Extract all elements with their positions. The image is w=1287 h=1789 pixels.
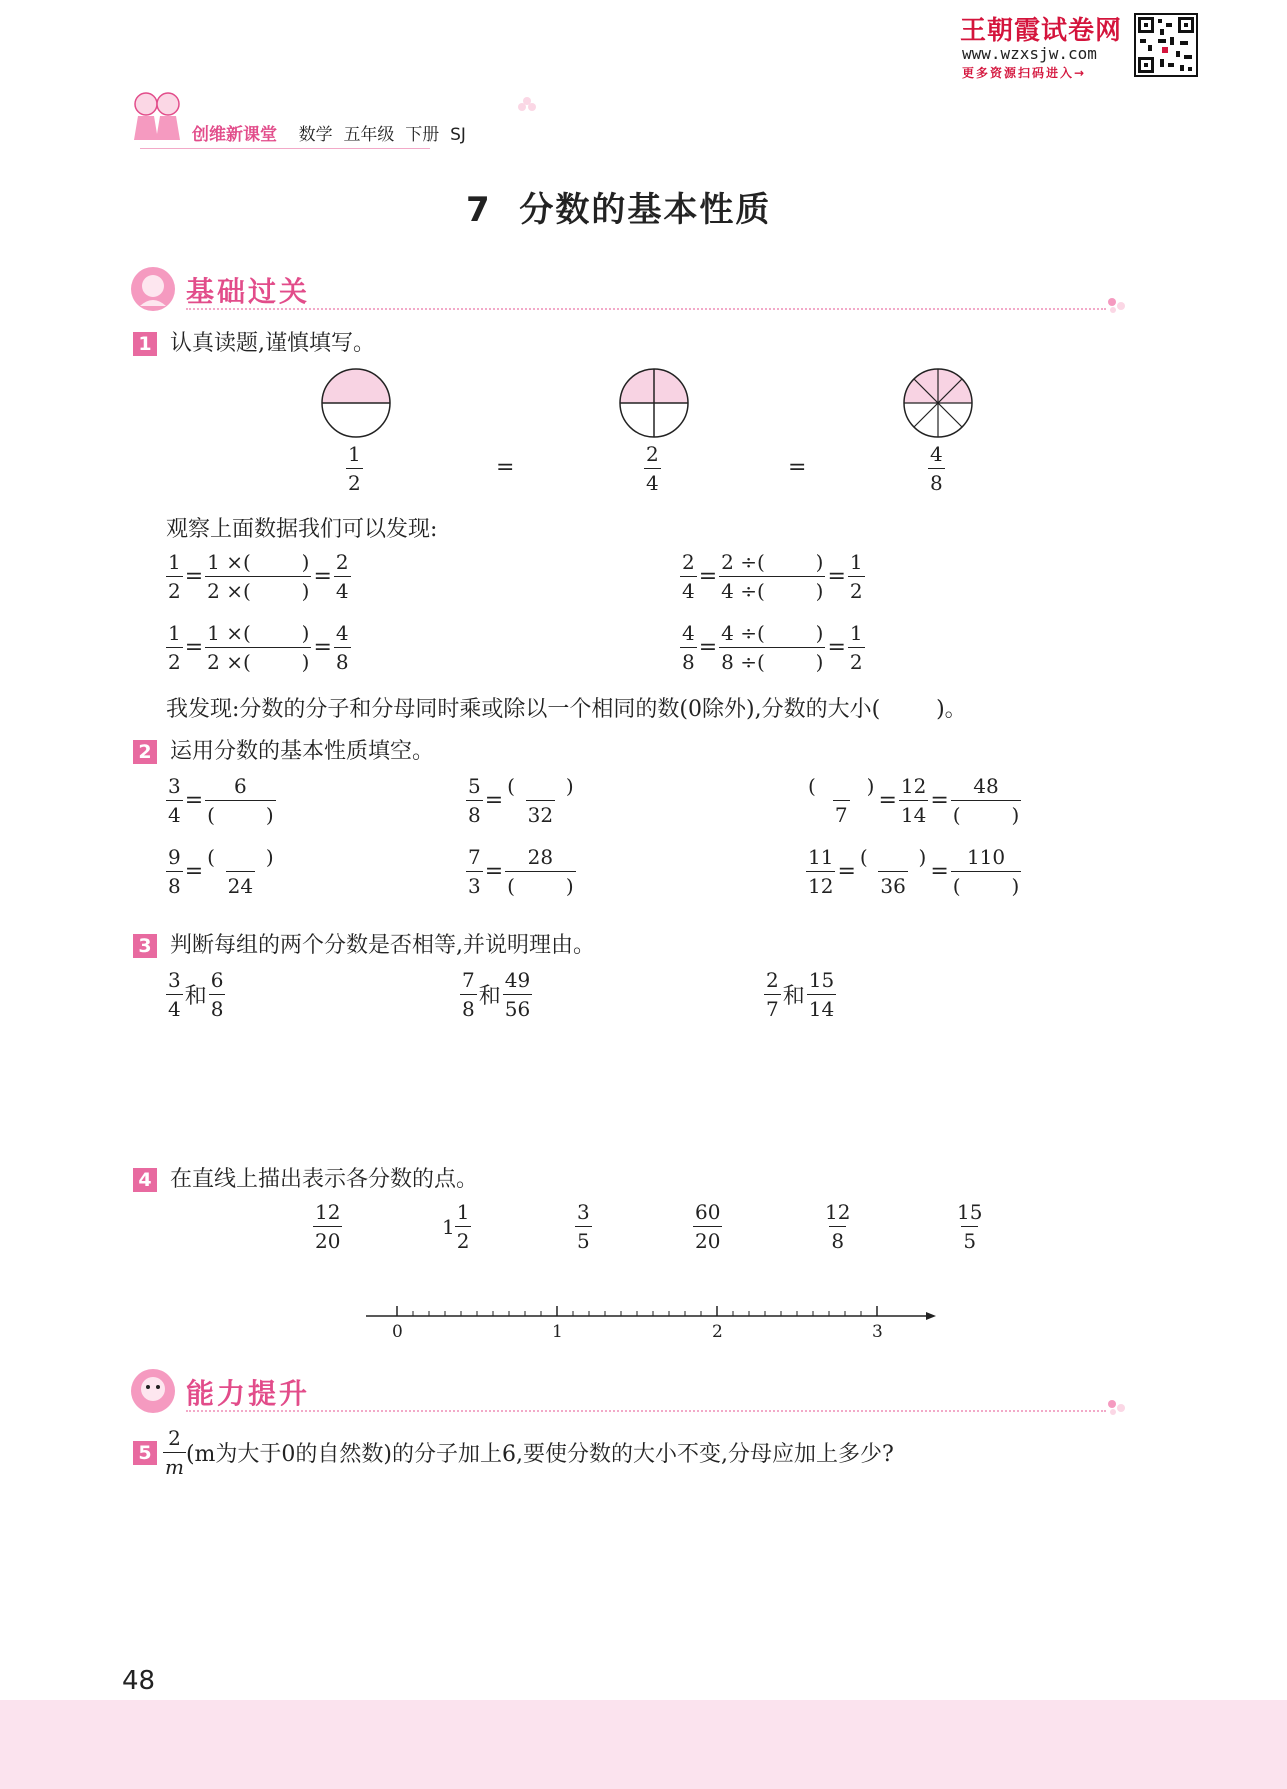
pie-halves	[320, 367, 392, 439]
denominator: 8	[680, 647, 697, 672]
fraction	[848, 623, 865, 672]
denominator: 32	[526, 800, 555, 825]
subject: 数学	[298, 125, 333, 145]
equals-sign: =	[496, 455, 515, 480]
axis-label-1: 1	[552, 1322, 563, 1342]
q4-fraction-4	[693, 1202, 722, 1251]
denominator: ( )	[951, 800, 1021, 825]
number-line-ticks	[397, 1306, 877, 1316]
and-word: 和	[782, 984, 805, 1009]
denominator: 2	[848, 647, 865, 672]
fill-fraction[interactable]	[951, 776, 1021, 825]
section1-badge-icon	[128, 264, 178, 318]
axis-label-3: 3	[872, 1322, 883, 1342]
fill-fraction[interactable]	[951, 847, 1021, 896]
numerator: ( )	[808, 774, 875, 798]
numerator: 6	[210, 968, 224, 992]
equals-sign: =	[698, 635, 718, 660]
q4-fraction-6	[955, 1202, 984, 1251]
numerator: 3	[577, 1200, 590, 1224]
q3-text: 判断每组的两个分数是否相等,并说明理由。	[170, 933, 595, 958]
numerator: 1 ×( )	[207, 550, 310, 574]
numerator: 11	[808, 845, 834, 869]
q1-prompt	[133, 326, 375, 357]
numerator: 48	[973, 774, 999, 798]
fill-fraction[interactable]	[505, 847, 575, 896]
q2-number-badge: 2	[133, 740, 157, 764]
fill-fraction[interactable]	[719, 623, 825, 672]
denominator: 4	[166, 994, 183, 1019]
equals-sign: =	[184, 788, 204, 813]
q2-prompt	[133, 734, 434, 765]
fraction	[503, 970, 532, 1019]
numerator: 7	[468, 845, 481, 869]
q3-pair-3	[764, 970, 836, 1019]
fraction	[166, 623, 183, 672]
numerator: 2	[766, 968, 779, 992]
denominator: 36	[878, 871, 907, 896]
pie-eighths	[902, 367, 974, 439]
fraction	[466, 847, 483, 896]
denominator: 4	[680, 576, 697, 601]
denominator: 2	[166, 576, 183, 601]
fraction	[166, 970, 183, 1019]
edition: SJ	[450, 125, 466, 145]
page-number: 48	[122, 1666, 156, 1696]
equals-sign: =	[313, 564, 332, 589]
fraction	[163, 1428, 186, 1477]
fraction	[455, 1202, 472, 1251]
equals-sign: =	[930, 859, 949, 884]
section1-divider	[186, 308, 1106, 310]
numerator: 1	[348, 442, 361, 466]
denominator: 14	[899, 800, 928, 825]
denominator: 3	[466, 871, 483, 896]
equals-sign: =	[837, 859, 856, 884]
fill-fraction[interactable]	[858, 847, 928, 896]
section-basic-title: 基础过关	[186, 275, 311, 308]
denominator: 2 ×( )	[205, 576, 311, 601]
numerator: 15	[808, 968, 835, 992]
fraction	[460, 970, 477, 1019]
numerator: ( )	[859, 845, 927, 869]
grade: 五年级	[343, 125, 395, 145]
fill-fraction[interactable]	[205, 776, 275, 825]
and-word: 和	[184, 984, 207, 1009]
whole-part: 1	[442, 1214, 455, 1239]
denominator: 8	[166, 871, 183, 896]
denominator: 8	[209, 994, 226, 1019]
fill-fraction[interactable]	[505, 776, 575, 825]
numerator: 49	[504, 968, 531, 992]
brand-subtitle: 更多资源扫码进入→	[962, 66, 1087, 80]
denominator: 20	[313, 1226, 342, 1251]
numerator: 12	[315, 1200, 341, 1224]
denominator: 7	[764, 994, 781, 1019]
denominator: ( )	[205, 800, 275, 825]
numerator: 7	[462, 968, 475, 992]
denominator: 2	[455, 1226, 472, 1251]
denominator: 56	[503, 994, 532, 1019]
equals-sign: =	[827, 635, 846, 660]
denominator: 7	[833, 800, 850, 825]
fill-fraction[interactable]	[205, 552, 311, 601]
equals-sign: =	[484, 788, 504, 813]
q4-fraction-3	[575, 1202, 592, 1251]
q1-row-2	[680, 552, 865, 601]
denominator: 8	[460, 994, 477, 1019]
brand-title: 王朝霞试卷网	[960, 16, 1123, 46]
numerator: 4	[335, 621, 349, 645]
q3-prompt	[133, 928, 595, 959]
section2-divider	[186, 1410, 1106, 1412]
numerator: 4 ÷( )	[721, 621, 824, 645]
equals-sign: =	[827, 564, 846, 589]
axis-label-2: 2	[712, 1322, 723, 1342]
mascot-kids-icon	[128, 88, 188, 154]
fraction	[680, 552, 697, 601]
denominator: 5	[961, 1226, 978, 1251]
footer-band	[0, 1700, 1287, 1789]
brand-url[interactable]: www.wzxsjw.com	[962, 44, 1097, 63]
equals-sign: =	[313, 635, 332, 660]
q2-item-3[interactable]	[806, 776, 1021, 825]
q1-row-1	[166, 552, 351, 601]
denominator: 8 ÷( )	[719, 647, 825, 672]
equals-sign: =	[184, 564, 204, 589]
q2-text: 运用分数的基本性质填空。	[170, 739, 435, 764]
q4-prompt	[133, 1162, 478, 1193]
numerator: ( )	[207, 845, 274, 869]
numerator: 2	[335, 550, 349, 574]
fraction	[899, 776, 928, 825]
denominator: 20	[693, 1226, 722, 1251]
decoration-flower-icon	[516, 94, 538, 120]
numerator: 28	[527, 845, 554, 869]
denominator: 8	[928, 468, 945, 493]
fraction	[806, 847, 835, 896]
numerator: 1 ×( )	[207, 621, 310, 645]
fraction	[848, 552, 865, 601]
denominator: 4	[334, 576, 351, 601]
q4-number-badge: 4	[133, 1168, 157, 1192]
numerator: 2	[168, 1426, 181, 1450]
numerator: ( )	[507, 774, 574, 798]
denominator: 12	[806, 871, 835, 896]
fraction	[466, 776, 483, 825]
numerator: 3	[168, 774, 181, 798]
pie-fraction-3	[928, 444, 945, 493]
denominator: ( )	[505, 871, 575, 896]
denominator: 8	[829, 1226, 846, 1251]
number-line[interactable]	[360, 1296, 940, 1348]
divider-dots-icon	[1106, 296, 1128, 318]
equals-sign: =	[788, 455, 807, 480]
divider-dots-icon	[1106, 1398, 1128, 1420]
fill-fraction[interactable]	[205, 623, 311, 672]
fill-fraction[interactable]	[205, 847, 275, 896]
denominator: 5	[575, 1226, 592, 1251]
numerator: 2	[646, 442, 659, 466]
denominator: 2	[166, 647, 183, 672]
denominator: 4 ÷( )	[719, 576, 825, 601]
and-word: 和	[478, 984, 501, 1009]
numerator: 3	[168, 968, 181, 992]
q2-item-5[interactable]	[466, 847, 576, 896]
pie-quarters	[618, 367, 690, 439]
numerator: 4	[930, 442, 943, 466]
volume: 下册	[405, 125, 440, 145]
q5-number-badge: 5	[133, 1441, 157, 1465]
q2-item-2[interactable]	[466, 776, 576, 825]
numerator: 4	[682, 621, 695, 645]
denominator: m	[163, 1452, 186, 1477]
q2-item-1[interactable]	[166, 776, 276, 825]
fraction	[334, 623, 351, 672]
equals-sign: =	[698, 564, 718, 589]
fraction	[166, 847, 183, 896]
fraction	[209, 970, 226, 1019]
equals-sign: =	[184, 859, 204, 884]
equals-sign: =	[878, 788, 897, 813]
numerator: 2	[682, 550, 695, 574]
numerator: 60	[695, 1200, 721, 1224]
equals-sign: =	[184, 635, 204, 660]
numerator: 1	[168, 550, 181, 574]
equals-sign: =	[930, 788, 949, 813]
fraction	[166, 552, 183, 601]
q4-fraction-5	[823, 1202, 852, 1251]
numerator: 12	[900, 774, 927, 798]
denominator: 8	[334, 647, 351, 672]
section2-badge-icon	[128, 1366, 178, 1420]
q1-number-badge: 1	[133, 332, 157, 356]
numerator: 6	[234, 774, 247, 798]
header-underline	[140, 148, 430, 149]
fill-fraction[interactable]	[806, 776, 876, 825]
numerator: 1	[456, 1200, 470, 1224]
fraction	[166, 776, 183, 825]
denominator: 4	[644, 468, 661, 493]
denominator: ( )	[951, 871, 1021, 896]
q4-fraction-1	[313, 1202, 342, 1251]
fraction	[334, 552, 351, 601]
q1-text: 认真读题,谨慎填写。	[170, 331, 375, 356]
q1-row-4	[680, 623, 865, 672]
numerator: 9	[168, 845, 181, 869]
page-title: 7 分数的基本性质	[466, 190, 772, 230]
fraction	[680, 623, 697, 672]
denominator: 4	[166, 800, 183, 825]
denominator: 8	[466, 800, 483, 825]
series-name: 创维新课堂	[192, 125, 277, 145]
denominator: 14	[807, 994, 836, 1019]
q1-observe: 观察上面数据我们可以发现:	[166, 517, 438, 542]
q3-number-badge: 3	[133, 934, 157, 958]
q4-text: 在直线上描出表示各分数的点。	[170, 1167, 479, 1192]
numerator: 1	[849, 621, 863, 645]
numerator: 15	[957, 1200, 983, 1224]
fraction	[764, 970, 781, 1019]
denominator: 2 ×( )	[205, 647, 311, 672]
denominator: 2	[848, 576, 865, 601]
axis-label-0: 0	[392, 1322, 403, 1342]
denominator: 2	[346, 468, 363, 493]
numerator: 5	[468, 774, 481, 798]
numerator: 1	[849, 550, 863, 574]
q3-pair-2	[460, 970, 532, 1019]
numerator: 1	[168, 621, 181, 645]
equals-sign: =	[484, 859, 504, 884]
q5-text: (m为大于0的自然数)的分子加上6,要使分数的大小不变,分母应加上多少?	[185, 1442, 894, 1467]
fill-fraction[interactable]	[719, 552, 825, 601]
pie-fraction-1	[346, 444, 363, 493]
q1-conclusion[interactable]: 我发现:分数的分子和分母同时乘或除以一个相同的数(0除外),分数的大小( )。	[166, 697, 967, 722]
denominator: 24	[226, 871, 255, 896]
numerator: 12	[825, 1200, 851, 1224]
fraction	[807, 970, 836, 1019]
qr-code-icon[interactable]	[1134, 13, 1198, 77]
q5-prompt	[133, 1428, 894, 1477]
numerator: 2 ÷( )	[721, 550, 824, 574]
q2-item-6[interactable]	[806, 847, 1021, 896]
q4-fraction-2	[442, 1202, 471, 1251]
numerator: 110	[966, 845, 1006, 869]
q3-pair-1	[166, 970, 225, 1019]
section-advanced-title: 能力提升	[186, 1377, 311, 1410]
q1-row-3	[166, 623, 351, 672]
pie-fraction-2	[644, 444, 661, 493]
q2-item-4[interactable]	[166, 847, 276, 896]
series-line	[192, 120, 466, 145]
